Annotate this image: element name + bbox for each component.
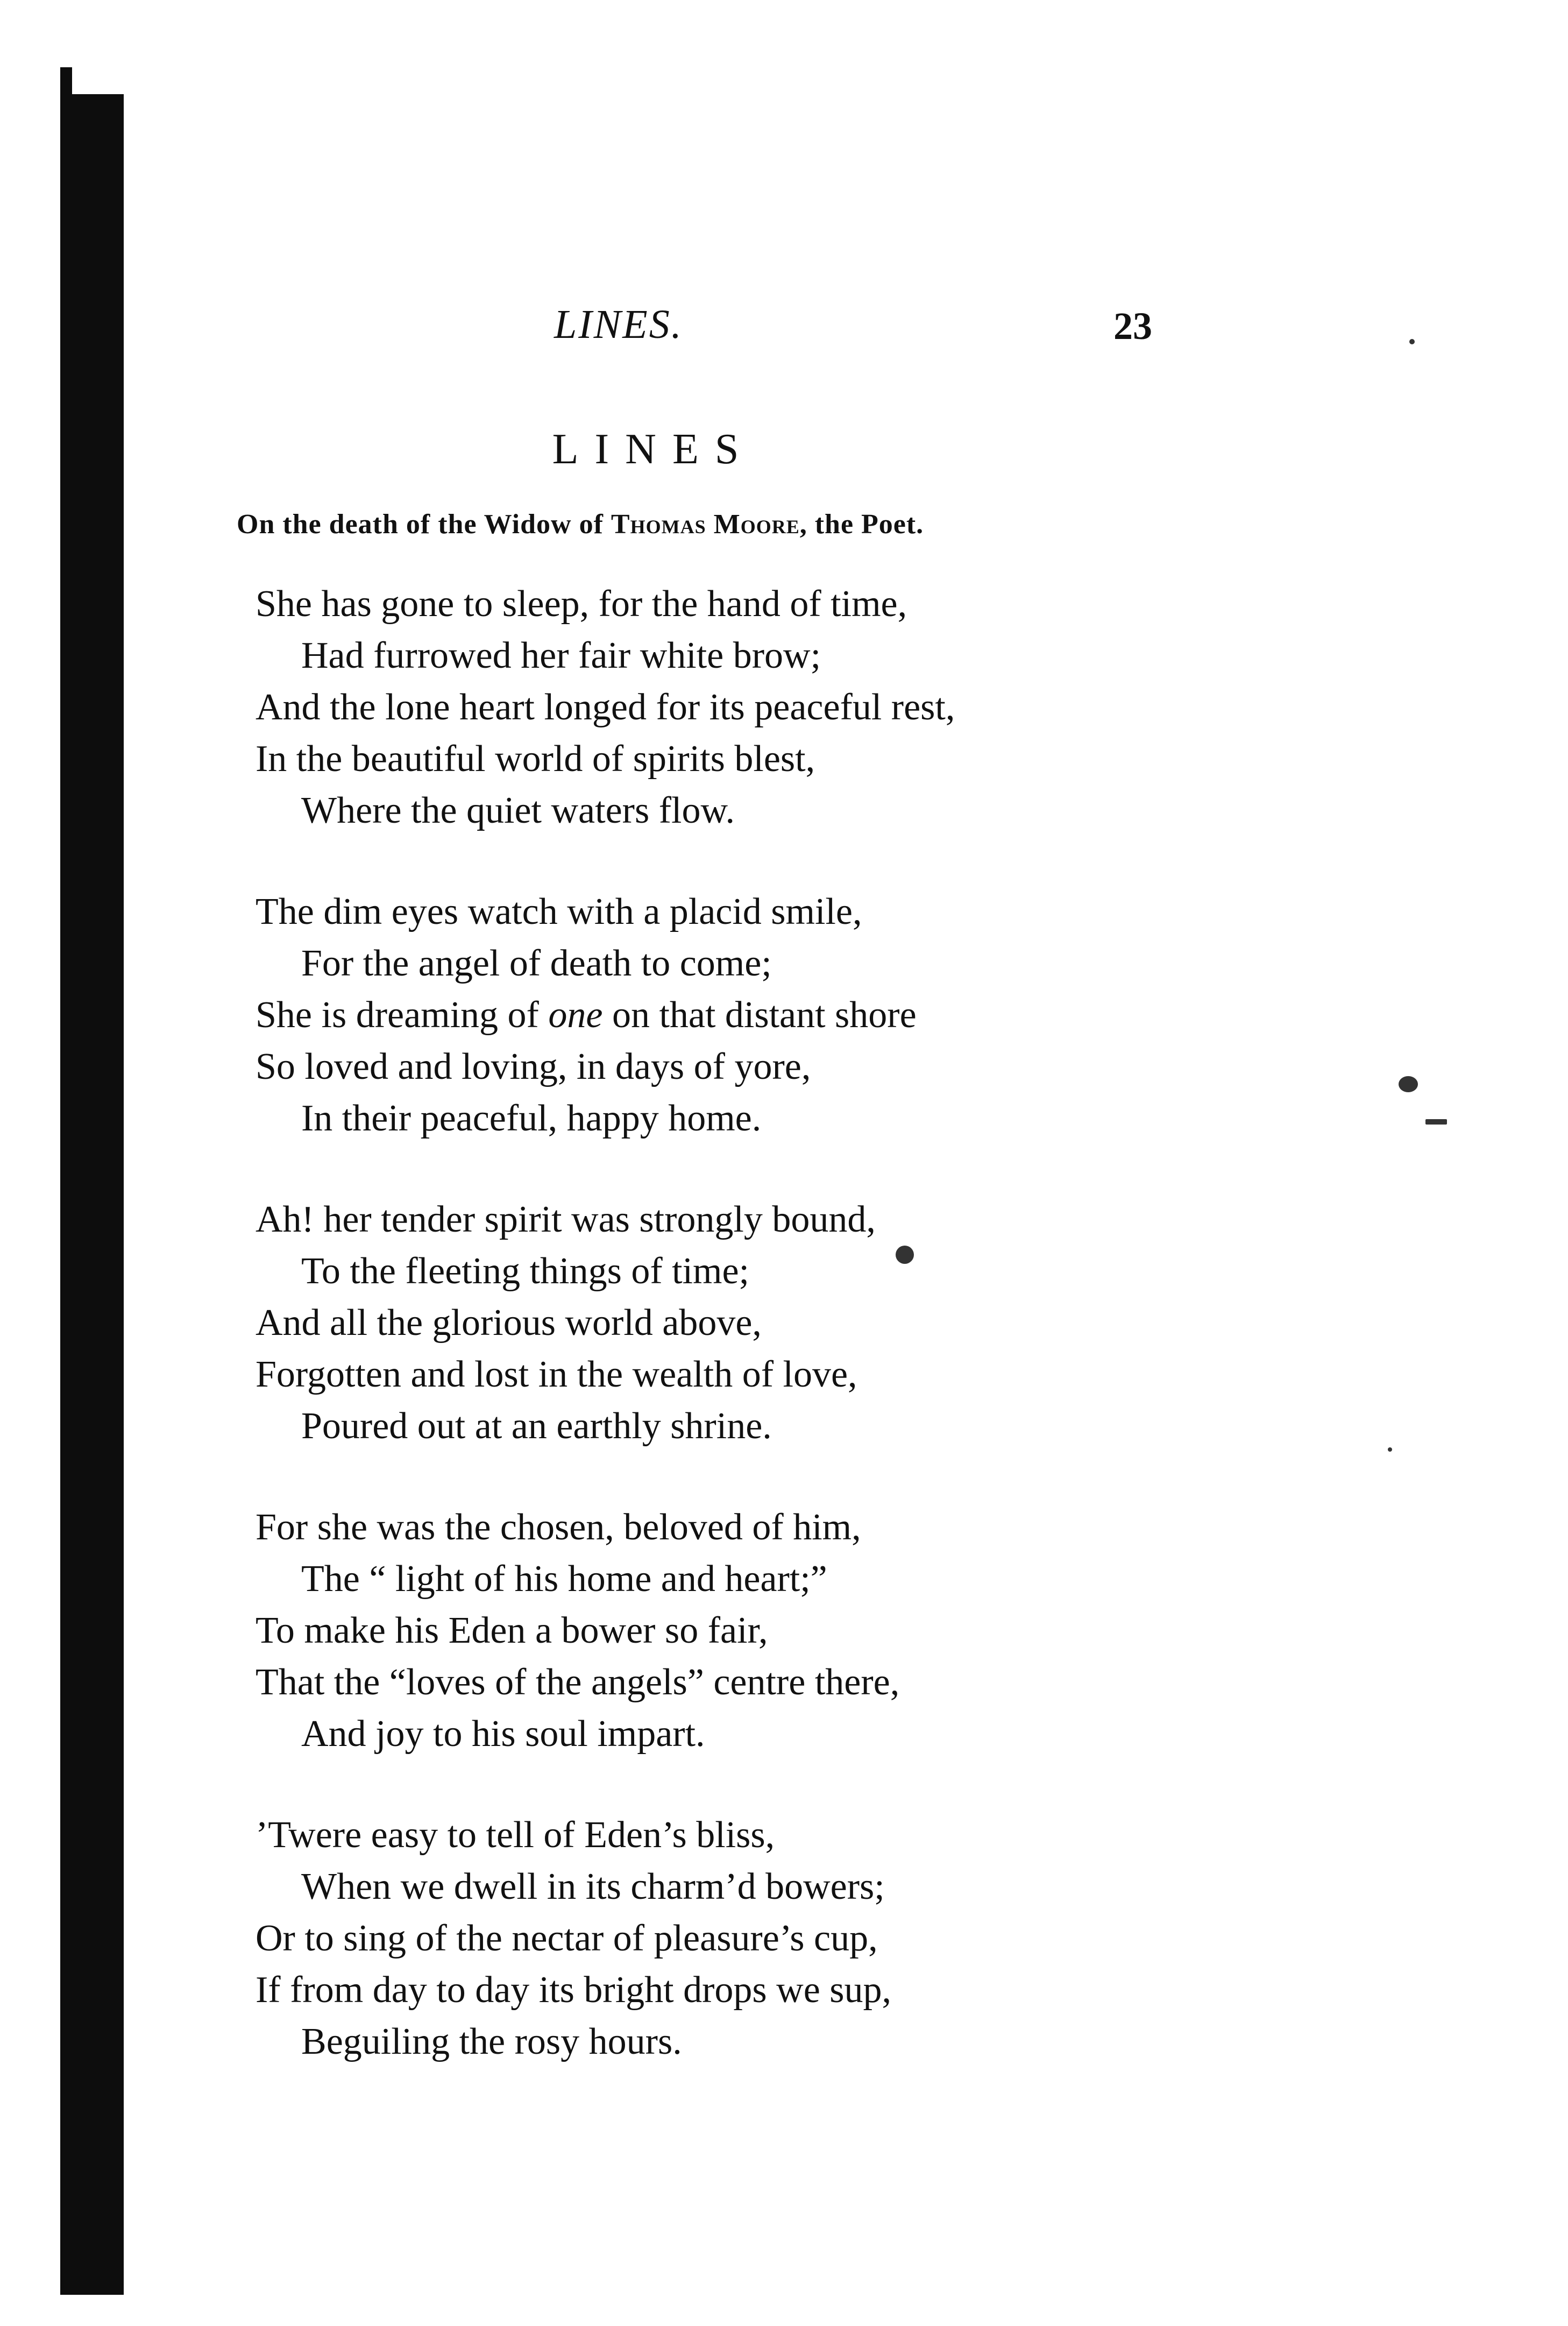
subtitle-name: Thomas Moore xyxy=(611,509,800,540)
poem-line: And all the glorious world above, xyxy=(256,1302,762,1344)
poem-line: The dim eyes watch with a placid smile, xyxy=(256,891,862,932)
poem-line: For she was the chosen, beloved of him, xyxy=(256,1507,861,1548)
scan-speck xyxy=(1399,1076,1418,1092)
poem-body xyxy=(256,578,1170,2117)
poem-line: In their peaceful, happy home. xyxy=(301,1098,762,1139)
poem-line: Poured out at an earthly shrine. xyxy=(301,1405,772,1447)
poem-line: Or to sing of the nectar of pleasure’s cup, xyxy=(256,1918,878,1959)
subtitle-text: On the death of the Widow of xyxy=(237,509,611,540)
subtitle-suffix: , the Poet. xyxy=(799,509,924,540)
poem-line xyxy=(256,989,1170,1041)
poem-line: Beguiling the rosy hours. xyxy=(301,2021,682,2062)
poem-line: Where the quiet waters flow. xyxy=(301,790,735,831)
poem-line-end: on that distant shore xyxy=(602,994,917,1036)
scan-speck xyxy=(1425,1119,1447,1125)
poem-line: ’Twere easy to tell of Eden’s bliss, xyxy=(256,1814,775,1856)
poem-line: So loved and loving, in days of yore, xyxy=(256,1046,811,1087)
poem-line: Ah! her tender spirit was strongly bound, xyxy=(256,1199,876,1240)
stanza xyxy=(256,578,1170,837)
scan-speck xyxy=(1409,339,1415,344)
poem-line: If from day to day its bright drops we sup, xyxy=(256,1969,892,2011)
stanza xyxy=(256,886,1170,1144)
poem-title: LINES xyxy=(552,426,755,473)
poem-line-start: She is dreaming of xyxy=(256,994,549,1036)
poem-line: And the lone heart longed for its peaceful rest, xyxy=(256,687,955,728)
poem-line: When we dwell in its charm’d bowers; xyxy=(301,1866,885,1907)
running-head: LINES. xyxy=(554,302,683,347)
page-number: 23 xyxy=(1113,305,1152,348)
poem-line: She has gone to sleep, for the hand of time, xyxy=(256,583,907,625)
stanza xyxy=(256,1502,1170,1760)
poem-subtitle xyxy=(237,508,924,540)
stanza xyxy=(256,1809,1170,2068)
poem-line: And joy to his soul impart. xyxy=(301,1713,705,1755)
poem-line: That the “loves of the angels” centre there, xyxy=(256,1662,900,1703)
poem-line: The “ light of his home and heart;” xyxy=(301,1558,827,1600)
poem-line: Had furrowed her fair white brow; xyxy=(301,635,821,676)
poem-line: Forgotten and lost in the wealth of love, xyxy=(256,1354,857,1395)
scan-speck xyxy=(1388,1447,1392,1452)
scan-speck xyxy=(896,1246,914,1264)
stanza xyxy=(256,1194,1170,1452)
poem-line: In the beautiful world of spirits blest, xyxy=(256,738,815,780)
poem-line-emphasis: one xyxy=(548,994,603,1036)
binding-edge xyxy=(60,94,124,2295)
poem-line: To the fleeting things of time; xyxy=(301,1250,749,1292)
poem-line: For the angel of death to come; xyxy=(301,943,772,984)
poem-line: To make his Eden a bower so fair, xyxy=(256,1610,768,1651)
